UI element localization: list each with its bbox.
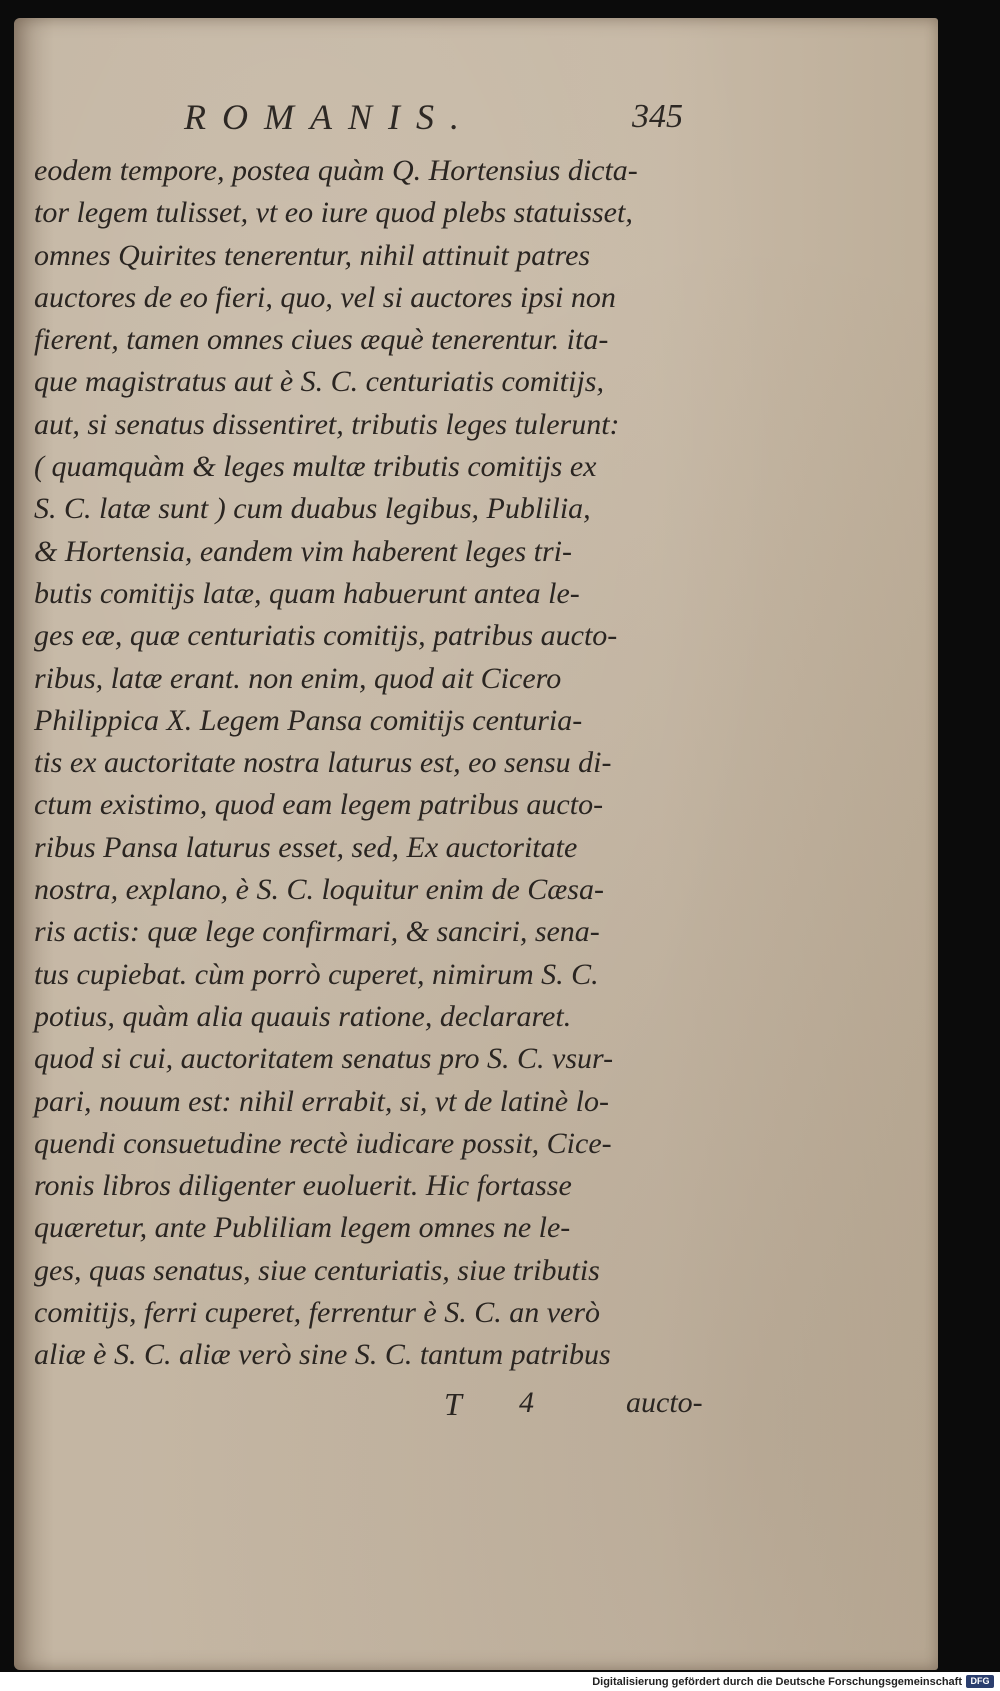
text-line: omnes Quirites tenerentur, nihil attinuit patres (34, 238, 591, 272)
text-line: ges, quas senatus, siue centuriatis, siue tributis (34, 1253, 600, 1287)
text-line: quæretur, ante Publiliam legem omnes ne le- (34, 1211, 571, 1245)
text-line: butis comitijs latæ, quam habuerunt antea le- (34, 576, 580, 610)
text-line: potius, quàm alia quauis ratione, declararet. (34, 999, 572, 1033)
signature-mark: T (444, 1386, 462, 1422)
text-line: quendi consuetudine rectè iudicare possit, Cice- (34, 1126, 612, 1160)
text-line: ctum existimo, quod eam legem patribus aucto- (34, 788, 604, 822)
text-line: ribus Pansa laturus esset, sed, Ex auctoritate (34, 830, 578, 864)
text-line: fierent, tamen omnes ciues æquè tenerentur. ita- (34, 323, 609, 357)
text-line: quod si cui, auctoritatem senatus pro S. C. vsur- (34, 1042, 614, 1076)
text-line: tis ex auctoritate nostra laturus est, eo sensu di- (34, 746, 612, 780)
text-line: ges eæ, quæ centuriatis comitijs, patribus aucto- (34, 619, 618, 653)
running-head: ROMANIS. (184, 97, 475, 137)
text-line: ris actis: quæ lege confirmari, & sanciri, sena- (34, 915, 600, 949)
text-line: aliæ è S. C. aliæ verò sine S. C. tantum patribus (34, 1338, 611, 1372)
dfg-logo-icon: DFG (966, 1675, 994, 1688)
text-line: eodem tempore, postea quàm Q. Hortensius dicta- (34, 154, 638, 187)
text-line: tor legem tulisset, vt eo iure quod plebs statuisset, (34, 196, 633, 230)
text-line: nostra, explano, è S. C. loquitur enim de Cæsa- (34, 873, 604, 907)
text-line: pari, nouum est: nihil errabit, si, vt de latinè lo- (34, 1084, 609, 1118)
body-text (34, 150, 734, 1377)
catchword: aucto- (626, 1386, 703, 1419)
text-line: comitijs, ferri cuperet, ferrentur è S. C. an verò (34, 1296, 601, 1330)
text-line: ribus, latæ erant. non enim, quod ait Cicero (34, 661, 562, 695)
page-number: 345 (632, 98, 683, 135)
text-line: S. C. latæ sunt ) cum duabus legibus, Publilia, (34, 492, 591, 526)
signature-number: 4 (519, 1386, 534, 1419)
text-line: aut, si senatus dissentiret, tributis leges tulerunt: (34, 407, 620, 441)
text-line: tus cupiebat. cùm porrò cuperet, nimirum S. C. (34, 957, 599, 991)
text-line: ronis libros diligenter euoluerit. Hic fortasse (34, 1169, 572, 1203)
text-line: & Hortensia, eandem vim haberent leges tri- (34, 534, 572, 568)
book-page (14, 18, 938, 1670)
footer-credit: Digitalisierung gefördert durch die Deutsche Forschungsgemeinschaft (592, 1676, 962, 1688)
text-line: Philippica X. Legem Pansa comitijs centuria- (34, 703, 583, 737)
text-line: que magistratus aut è S. C. centuriatis comitijs, (34, 365, 604, 399)
text-line: auctores de eo fieri, quo, vel si auctores ipsi non (34, 280, 616, 314)
text-line: ( quamquàm & leges multæ tributis comitijs ex (34, 450, 597, 484)
